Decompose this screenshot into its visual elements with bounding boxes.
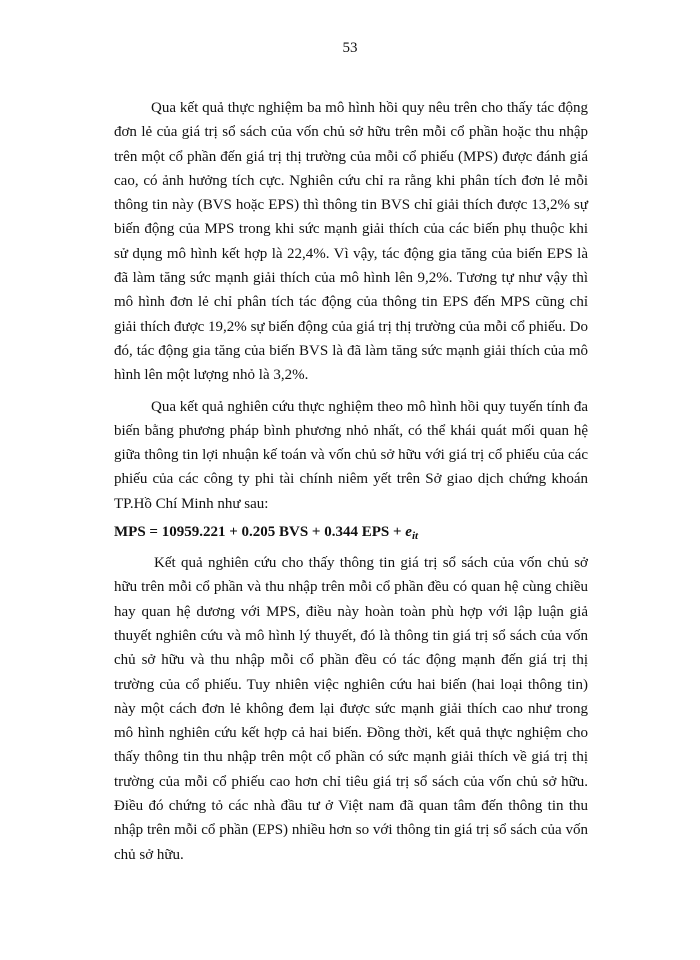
document-body (114, 96, 588, 867)
page-number: 53 (342, 40, 358, 56)
regression-formula (114, 520, 588, 548)
paragraph-conclusion: Kết quả nghiên cứu cho thấy thông tin giá trị sổ sách của vốn chủ sở hữu trên mỗi cổ phần và thu nhập trên mỗi cổ phần đều có quan hệ cùng chiều hay quan hệ dương với MPS, điều này hoàn toàn phù hợp với lập luận giả thuyết nghiên cứu và mô hình lý thuyết, đó là thông tin giá trị sổ sách của vốn chủ sở hữu và thu nhập mỗi cổ phần đều có tác động mạnh đến giá trị thị trường của cổ phiếu. Tuy nhiên việc nghiên cứu hai biến (hai loại thông tin) này một cách đơn lẻ không đem lại được sức mạnh giải thích cao như trong mô hình nghiên cứu kết hợp cả hai biến. Đồng thời, kết quả thực nghiệm cho thấy thông tin thu nhập trên một cổ phần có sức mạnh giải thích về giá trị thị trường của mỗi cổ phiếu cao hơn chỉ tiêu giá trị sổ sách của vốn chủ sở hữu. Điều đó chứng tỏ các nhà đầu tư ở Việt nam đã quan tâm đến thông tin thu nhập trên mỗi cổ phần (EPS) nhiều hơn so với thông tin giá trị sổ sách của vốn chủ sở hữu. (114, 555, 588, 863)
paragraph-model-intro: Qua kết quả nghiên cứu thực nghiệm theo mô hình hồi quy tuyến tính đa biến bằng phương pháp bình phương nhỏ nhất, có thể khái quát mối quan hệ giữa thông tin lợi nhuận kế toán và vốn chủ sở hữu với giá trị cổ phiếu của các phiếu của các công ty phi tài chính niêm yết trên Sở giao dịch chứng khoán TP.Hồ Chí Minh như sau: (114, 398, 588, 512)
formula-text: MPS = 10959.221 + 0.205 BVS + 0.344 EPS + (114, 524, 406, 541)
paragraph-regression-summary: Qua kết quả thực nghiệm ba mô hình hồi quy nêu trên cho thấy tác động đơn lẻ của giá trị sổ sách của vốn chủ sở hữu trên mỗi cổ phần hoặc thu nhập trên một cổ phần đến giá trị thị trường của mỗi cổ phiếu (MPS) được đánh giá cao, có ảnh hưởng tích cực. Nghiên cứu chỉ ra rằng khi phân tích đơn lẻ mỗi thông tin này (BVS hoặc EPS) thì thông tin BVS chỉ giải thích được 13,2% sự biến động của MPS trong khi sức mạnh giải thích của các biến phụ thuộc khi sử dụng mô hình kết hợp là 22,4%. Vì vậy, tác động gia tăng của biến EPS là đã làm tăng sức mạnh giải thích của mô hình lên 9,2%. Tương tự như vậy thì mô hình đơn lẻ chỉ phân tích tác động của thông tin EPS đến MPS cũng chỉ giải thích được 19,2% sự biến động của giá trị thị trường của mỗi cổ phiếu. Do đó, tác động gia tăng của biến BVS là đã làm tăng sức mạnh giải thích của mô hình lên một lượng nhỏ là 3,2%. (114, 100, 588, 384)
formula-error-term: e (405, 524, 412, 541)
formula-error-subscript: it (411, 530, 419, 543)
